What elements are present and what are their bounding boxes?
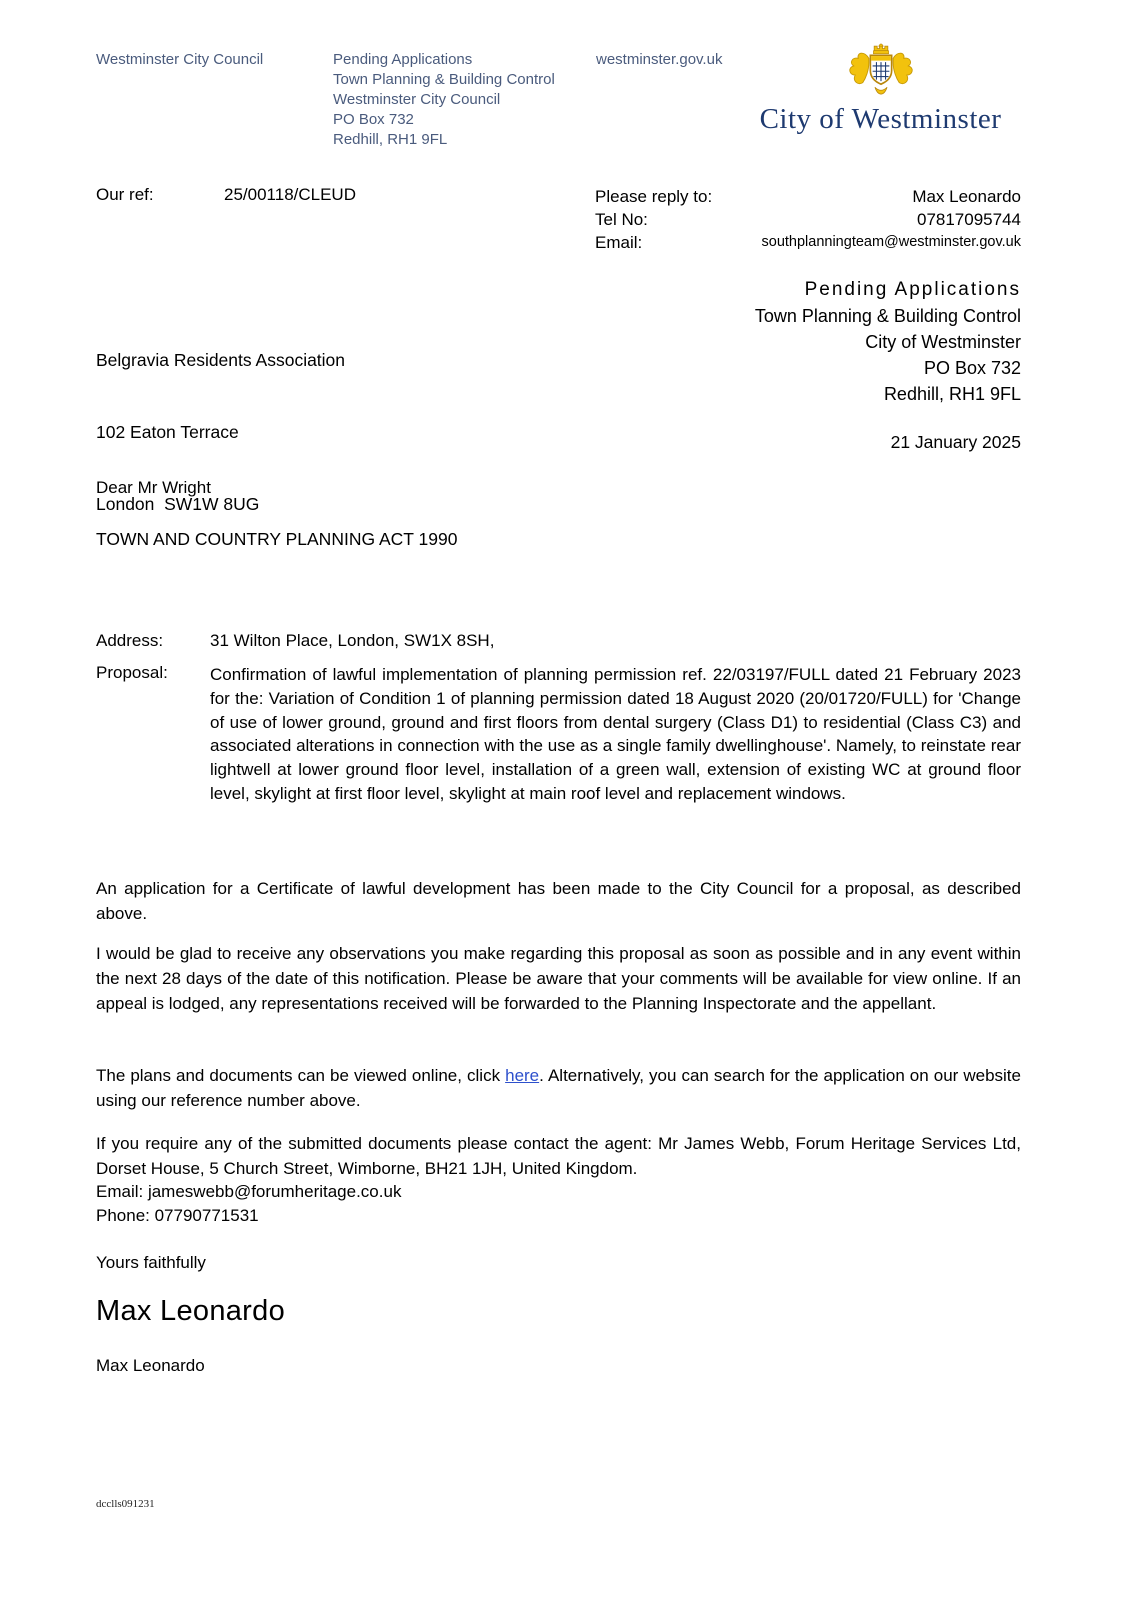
- city-of-westminster-logo: [740, 40, 1021, 136]
- sender-line: Redhill, RH1 9FL: [883, 384, 1021, 404]
- tel-label: Tel No:: [595, 210, 648, 229]
- paragraph-plans-after: . Alternatively, you can search for the application on our website using our reference number above.: [96, 1066, 1021, 1110]
- agent-email: Email: jameswebb@forumheritage.co.uk: [96, 1182, 402, 1201]
- logo-wordmark: City of Westminster: [759, 103, 1002, 135]
- header-website: westminster.gov.uk: [596, 51, 723, 68]
- proposal-value: Confirmation of lawful implementation of planning permission ref. 22/03197/FULL dated 21 February 2023 for the: Variation of Condition 1 of planning permission dated 18 August 2020 (20/01720/FULL) for 'Change of use of lower ground, ground and first floors from dental surgery (Class D1) to residential (Class C3) and associated alterations in connection with the use as a single family dwellinghouse'. Namely, to reinstate rear lightwell at lower ground floor level, installation of a green wall, extension of existing WC at ground floor level, skylight at first floor level, skylight at main roof level and replacement windows.: [210, 665, 1021, 803]
- recipient-line: Belgravia Residents Association: [96, 350, 346, 370]
- agent-phone: Phone: 07790771531: [96, 1206, 259, 1225]
- paragraph-observations: I would be glad to receive any observations you make regarding this proposal as soon as possible and in any event within the next 28 days of the date of this notification. Please be aware that your comments will be available for view online. If an appeal is lodged, any representations received will be forwarded to the Planning Inspectorate and the appellant.: [96, 944, 1021, 1013]
- footer-document-code: dcclls091231: [96, 1498, 155, 1510]
- header-dept-line: Westminster City Council: [333, 91, 501, 108]
- sender-address: [755, 277, 1021, 407]
- recipient-line: 102 Eaton Terrace: [96, 422, 239, 442]
- address-value: 31 Wilton Place, London, SW1X 8SH,: [210, 631, 495, 650]
- sender-line: City of Westminster: [865, 332, 1021, 352]
- reply-block: [595, 185, 1021, 254]
- our-ref-row: [96, 185, 356, 205]
- our-ref-label: Our ref:: [96, 185, 154, 204]
- address-label: Address:: [96, 631, 164, 650]
- header-dept-line: Redhill, RH1 9FL: [333, 131, 448, 148]
- paragraph-agent-contact: If you require any of the submitted documents please contact the agent: Mr James Webb, Forum Heritage Services Ltd, Dorset House, 5 Church Street, Wimborne, BH21 1JH, United Kingdom.: [96, 1134, 1021, 1178]
- sender-line: PO Box 732: [923, 358, 1021, 378]
- tel-row: [595, 208, 1021, 231]
- paragraph-application: An application for a Certificate of lawful development has been made to the City Council for a proposal, as described above.: [96, 879, 1021, 923]
- header-department-address: [333, 50, 555, 150]
- salutation: Dear Mr Wright: [96, 478, 211, 497]
- paragraph-plans-before: The plans and documents can be viewed online, click: [96, 1066, 506, 1085]
- header-dept-line: Town Planning & Building Control: [333, 71, 555, 88]
- sender-line: Town Planning & Building Control: [754, 306, 1021, 326]
- header-dept-line: Pending Applications: [333, 51, 473, 68]
- reply-to-label: Please reply to:: [595, 187, 713, 206]
- header-dept-line: PO Box 732: [333, 111, 414, 128]
- sender-line: Pending Applications: [804, 279, 1021, 300]
- signature: Max Leonardo: [96, 1295, 285, 1327]
- recipient-address: [96, 300, 345, 564]
- act-title: TOWN AND COUNTRY PLANNING ACT 1990: [96, 529, 458, 549]
- header-council-name: Westminster City Council: [96, 51, 264, 68]
- reply-to-row: [595, 185, 1021, 208]
- letter-date: 21 January 2025: [890, 432, 1021, 452]
- paragraph-plans-online: [96, 1063, 1021, 1113]
- email-value: southplanningteam@westminster.gov.uk: [761, 234, 1021, 250]
- recipient-line: London SW1W 8UG: [96, 494, 260, 514]
- valediction: Yours faithfully: [96, 1253, 206, 1272]
- email-row: [595, 231, 1021, 254]
- signatory-name: Max Leonardo: [96, 1356, 205, 1375]
- westminster-crest-icon: [843, 40, 919, 101]
- proposal-label: Proposal:: [96, 663, 168, 682]
- reply-to-name: Max Leonardo: [912, 187, 1021, 206]
- tel-value: 07817095744: [916, 210, 1021, 229]
- email-label: Email:: [595, 233, 643, 252]
- view-documents-link[interactable]: here: [505, 1066, 540, 1085]
- our-ref-value: 25/00118/CLEUD: [224, 185, 356, 204]
